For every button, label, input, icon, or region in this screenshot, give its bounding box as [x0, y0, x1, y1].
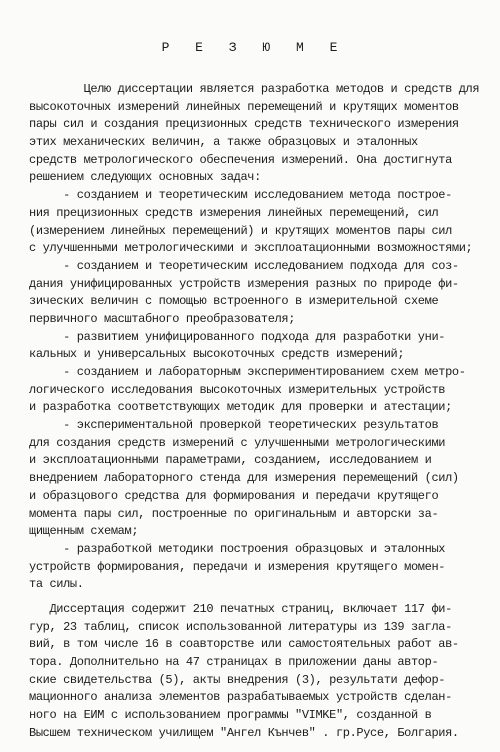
text-line: Диссертация содержит 210 печатных страниц, включает 117 фи-: [29, 601, 452, 616]
paragraph-gap: [29, 594, 489, 601]
text-line: вий, в том числе 16 в соавторстве или самостоятельных работ ав-: [29, 637, 459, 652]
paragraph-summary: [29, 601, 489, 743]
text-line: - развитием унифицированного подхода для разработки уни-: [29, 329, 446, 344]
text-line: тора. Дополнительно на 47 страницах в приложении даны автор-: [29, 655, 439, 669]
text-line: ские свидетельства (5), акты внедрения (3), результати дефор-: [29, 672, 446, 687]
text-line: - созданием и теоретическим исследованием метода построе-: [29, 188, 452, 203]
text-line: логического исследования высокоточных измерительных устройств: [29, 382, 446, 397]
text-line: и эксплоатационными параметрами, созданием, исследованием и: [29, 453, 432, 468]
text-line: первичного масштабного преобразователя;: [29, 311, 296, 326]
text-line: устройств формирования, передачи и измерения крутящего момен-: [29, 559, 446, 574]
text-line: гур, 23 таблиц, список использованной литературы из 139 загла-: [29, 619, 452, 634]
text-line: та силы.: [29, 577, 84, 592]
text-line: зических величин с помощью встроенного в измерительной схеме: [29, 294, 439, 309]
text-line: решением следующих основных задач:: [29, 170, 261, 185]
text-line: - созданием и лабораторным экспериментированием схем метро-: [29, 365, 466, 379]
paragraph-objectives: [29, 81, 489, 594]
document-body: [29, 81, 489, 742]
text-line: ния прецизионных средств измерения линейных перемещений, сил: [29, 205, 439, 220]
text-line: высокоточных измерений линейных перемещений и крутящих моментов: [29, 99, 459, 114]
text-line: с улучшенными метрологическими и эксплоатационными возможностями;: [29, 241, 473, 256]
text-line: момента пары сил, построенные по оригинальным и авторски за-: [29, 506, 439, 521]
text-line: - экспериментальной проверкой теоретических результатов: [29, 418, 439, 433]
text-line: щищенным схемам;: [29, 524, 139, 539]
text-line: для создания средств измерений с улучшенными метрологическими: [29, 435, 446, 450]
text-line: дания унифицированных устройств измерения разных по природе фи-: [29, 276, 459, 291]
text-line: ного на ЕИМ с использованием программы "VIMKE", созданной в: [29, 708, 432, 723]
text-line: этих механических величин, а также образцовых и эталонных: [29, 135, 418, 150]
text-line: внедрением лабораторного стенда для измерения перемещений (сил): [29, 471, 459, 486]
text-line: - разработкой методики построения образцовых и эталонных: [29, 541, 446, 556]
text-line: Целю диссертации является разработка методов и средств для: [29, 82, 480, 96]
text-line: и разработка соответствующих методик для проверки и атестации;: [29, 400, 452, 415]
text-line: и образцового средства для формирования и передачи крутящего: [29, 488, 439, 503]
text-line: (измерением линейных перемещений) и крутящих моментов пары сил: [29, 223, 452, 238]
text-line: - созданием и теоретическим исследованием подхода для соз-: [29, 258, 459, 273]
document-title: Р Е З Ю М Е: [161, 40, 347, 55]
text-line: кальных и универсальных высокоточных средств измерений;: [29, 347, 405, 362]
text-line: средств метрологического обеспечения измерений. Она достигнута: [29, 152, 452, 167]
text-line: мационного анализа элементов разрабатываемых устройств сделан-: [29, 690, 452, 705]
text-line: Высшем техническом училищем "Ангел Кънчев" . гр.Русе, Болгария.: [29, 725, 459, 740]
text-line: пары сил и создания прецизионных средств технического измерения: [29, 117, 459, 132]
